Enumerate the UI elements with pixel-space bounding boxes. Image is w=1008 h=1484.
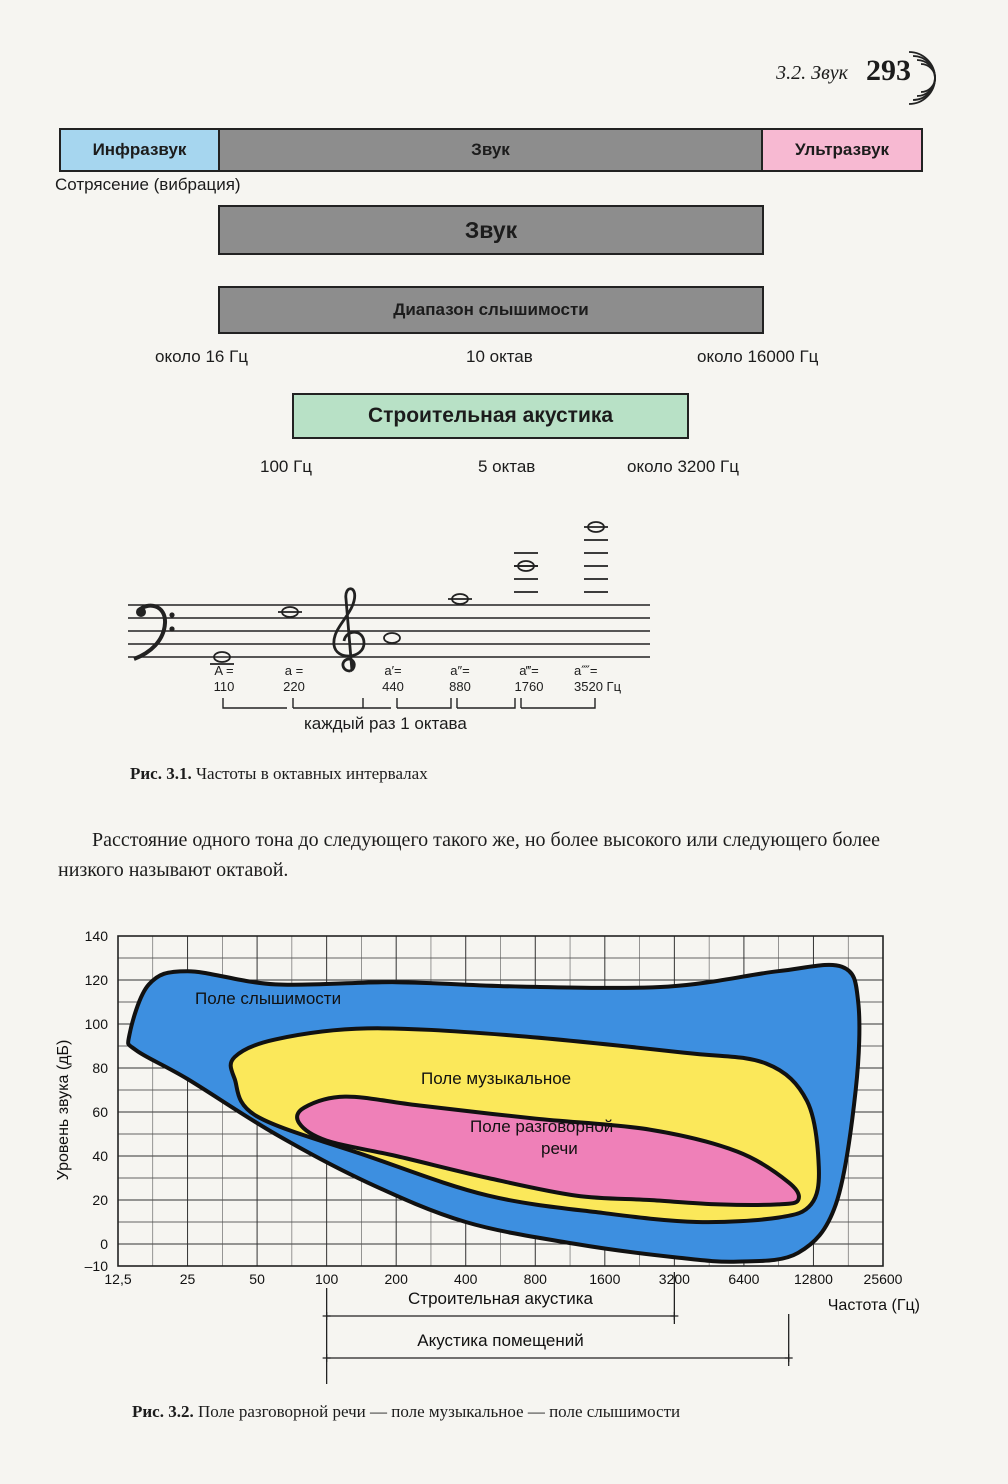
y-tick-label: 140 [84,928,108,944]
octave-brackets [215,696,605,712]
sound-segment: Звук [220,130,763,170]
note-name: A = [214,663,234,678]
figure2-caption [132,1402,680,1422]
note-freq: 220 [283,679,305,694]
range-end-mark [785,1354,793,1362]
note-name: a″= [450,663,470,678]
bass-clef-icon [134,606,175,659]
x-tick-label: 12,5 [104,1271,132,1287]
building-octaves-label: 5 октав [478,457,536,476]
y-tick-label: 40 [92,1148,108,1164]
caption-number: Рис. 3.1. [130,764,192,783]
hearing-low-label: около 16 Гц [155,347,249,366]
speech-label-line-1: Поле разговорной [470,1117,614,1136]
note-freq: 3520 Гц [574,679,622,694]
running-head: 3.2. Звук [776,62,848,84]
note-label [443,663,477,695]
chart-ranges [323,1272,793,1384]
region-label-music: Поле музыкальное [421,1069,572,1088]
building-low-label: 100 Гц [260,457,313,476]
y-tick-label: 0 [100,1236,108,1252]
note-freq: 880 [449,679,471,694]
range-end-mark [323,1354,331,1362]
infrasound-segment: Инфразвук [61,130,220,170]
note-freq: 110 [213,679,235,694]
y-tick-label: 100 [84,1016,108,1032]
hearing-octaves-label: 10 октав [466,347,533,366]
x-tick-label: 25600 [863,1271,903,1287]
y-axis-label: Уровень звука (дБ) [55,1039,72,1181]
x-tick-label: 200 [384,1271,408,1287]
y-tick-label: 120 [84,972,108,988]
x-axis-label: Частота (Гц) [827,1297,920,1314]
range-end-mark [670,1312,678,1320]
building-acoustics-bar: Строительная акустика [292,393,689,439]
note-name: a′= [384,663,402,678]
x-tick-label: 25 [179,1271,196,1287]
page-number: 293 [866,54,911,87]
paragraph: Расстояние одного тона до следующего такого же, но более высокого или следующего более низкого называют октавой. [58,829,880,881]
x-tick-label: 12800 [793,1271,833,1287]
y-tick-label: 20 [92,1192,108,1208]
note-name: a = [284,663,304,678]
note-a440 [384,633,400,643]
y-tick-label: –10 [84,1258,108,1274]
x-tick-label: 400 [454,1271,478,1287]
caption-number: Рис. 3.2. [132,1402,194,1421]
x-tick-label: 3200 [658,1271,690,1287]
note-freq: 1760 [514,679,544,694]
x-tick-label: 1600 [589,1271,621,1287]
note-freq: 440 [382,679,404,694]
y-tick-label: 60 [92,1104,108,1120]
note-name: a‴= [519,663,539,678]
note-label [277,663,311,695]
x-tick-label: 800 [523,1271,547,1287]
note-label [509,663,549,695]
body-text [58,825,938,885]
building-high-label: около 3200 Гц [627,457,739,476]
spectrum-bar [59,128,923,172]
note-label [574,663,644,695]
caption-text: Поле разговорной речи — поле музыкальное — поле слышимости [193,1402,681,1421]
range-label: Строительная акустика [408,1289,593,1308]
caption-text: Частоты в октавных интервалах [191,764,428,783]
note-label [207,663,241,695]
ultrasound-segment: Ультразвук [763,130,921,170]
figure1-caption [130,764,428,784]
region-label-hearing: Поле слышимости [195,989,342,1008]
note-label [376,663,410,695]
hearing-fields-chart [40,920,980,1390]
vibration-label: Сотрясение (вибрация) [55,175,241,194]
sound-bar: Звук [218,205,764,255]
page-number-arcs-icon [905,46,961,110]
speech-label-line-2: речи [541,1139,578,1158]
note-name: a⁗= [574,663,598,678]
octave-note: каждый раз 1 октава [304,714,467,733]
hearing-high-label: около 16000 Гц [697,347,819,366]
range-end-mark [323,1312,331,1320]
chart-regions [128,965,859,1262]
treble-clef-icon [334,589,364,671]
y-tick-label: 80 [92,1060,108,1076]
x-tick-label: 100 [314,1271,339,1287]
range-label: Акустика помещений [417,1331,584,1350]
x-tick-label: 50 [249,1271,265,1287]
x-tick-label: 6400 [728,1271,760,1287]
music-staff [120,505,660,675]
hearing-range-bar: Диапазон слышимости [218,286,764,334]
